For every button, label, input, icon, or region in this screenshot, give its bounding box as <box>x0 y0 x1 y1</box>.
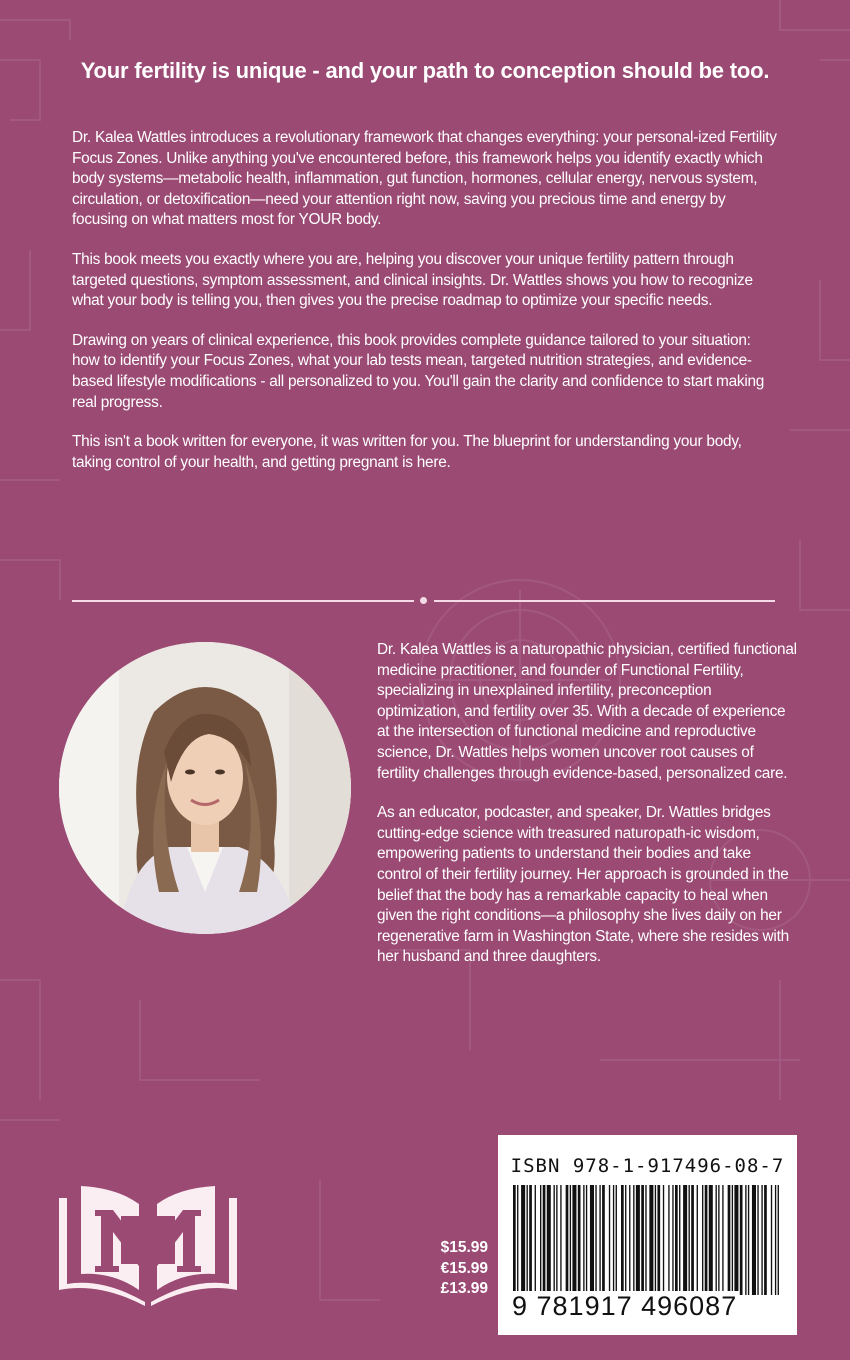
barcode-bar <box>748 1185 749 1295</box>
barcode-bar <box>716 1185 717 1295</box>
barcode-bar <box>629 1185 630 1295</box>
barcode-bar <box>672 1185 673 1295</box>
description-paragraph: Drawing on years of clinical experience, this book provides complete guidance tailored to your situation: how to identify your Focus Zones, what your lab tests mean, targeted nutrition strategies, and evidence-based lifestyle modifications - all personalized to you. You'll gain the clarity and confidence to start making real progress. <box>72 331 765 411</box>
barcode-bar <box>527 1185 528 1295</box>
bio-paragraph: As an educator, podcaster, and speaker, Dr. Wattles bridges cutting-edge science with treasured naturopath-ic wisdom, empowering patients to understand their bodies and take control of their fertility journey. Her approach is grounded in the belief that the body has a remarkable capacity to heal when given the right conditions—a philosophy she lives daily on her regenerative farm in Washington State, where she resides with her husband and three daughters. <box>377 804 789 966</box>
barcode-bar <box>554 1185 555 1295</box>
divider-dot <box>420 597 427 604</box>
barcode-bar <box>543 1185 546 1295</box>
headline: Your fertility is unique - and your path to conception should be too. <box>80 58 770 83</box>
barcode-bar <box>636 1185 640 1295</box>
barcode-bar <box>556 1185 557 1295</box>
barcode-bar <box>613 1185 614 1295</box>
barcode-bar <box>616 1185 617 1295</box>
barcode-bar <box>745 1185 746 1295</box>
barcode-bar <box>566 1185 569 1295</box>
barcode-bar <box>775 1185 776 1295</box>
barcode-bar <box>691 1185 694 1295</box>
barcode-bar <box>621 1185 624 1295</box>
barcode-bar <box>683 1185 687 1295</box>
barcode-digits <box>510 1291 790 1322</box>
barcode-bar <box>734 1185 738 1295</box>
barcode-bar <box>609 1185 610 1295</box>
barcode-bar <box>697 1185 698 1295</box>
barcode-bar <box>679 1185 680 1295</box>
barcode-bar <box>625 1185 626 1295</box>
book-description <box>72 128 778 492</box>
barcode-bar <box>547 1185 551 1295</box>
section-divider <box>72 597 775 605</box>
price-list <box>418 1238 488 1300</box>
barcode-bar <box>633 1185 634 1295</box>
barcode-bar <box>732 1185 733 1295</box>
barcode-bar <box>718 1185 719 1295</box>
barcode-bar <box>586 1185 587 1295</box>
divider-line-right <box>434 600 775 602</box>
author-photo <box>59 642 351 934</box>
barcode-bar <box>560 1185 561 1295</box>
barcode-bar <box>595 1185 596 1295</box>
barcode-bar <box>513 1185 516 1295</box>
price-gbp: £13.99 <box>440 1280 488 1297</box>
barcode-bar <box>535 1185 536 1295</box>
barcode-bar <box>599 1185 600 1295</box>
barcode-bars <box>513 1185 783 1295</box>
description-paragraph: Dr. Kalea Wattles introduces a revolutionary framework that changes everything: your personal-ized Fertility Focus Zones. Unlike anything you've encountered before, this framework helps you identify exactly which body systems—metabolic health, inflammation, gut function, hormones, cellular energy, nervous system, circulation, or detoxification—need your attention right now, saving you precious time and energy by focusing on what matters most for YOUR body. <box>72 129 777 229</box>
divider-line-left <box>72 600 414 602</box>
barcode-bar <box>757 1185 758 1295</box>
barcode-bar <box>728 1185 731 1295</box>
barcode-bar <box>752 1185 756 1295</box>
isbn-text: ISBN 978-1-917496-08-7 <box>510 1155 785 1177</box>
barcode-bar <box>771 1185 772 1295</box>
barcode-bar <box>740 1185 743 1295</box>
barcode-bar <box>709 1185 713 1295</box>
barcode-bar <box>641 1185 644 1295</box>
barcode-bar <box>663 1185 664 1295</box>
barcode-bar <box>778 1185 779 1295</box>
barcode-box <box>498 1135 797 1335</box>
barcode-bar <box>675 1185 678 1295</box>
barcode-bar <box>702 1185 703 1295</box>
price-eur: €15.99 <box>440 1259 488 1277</box>
price-usd: $15.99 <box>440 1239 488 1256</box>
barcode-bar <box>655 1185 656 1295</box>
barcode-bar <box>645 1185 646 1295</box>
barcode-digits-text: 9 781917 496087 <box>512 1291 738 1321</box>
description-paragraph: This isn't a book written for everyone, it was written for you. The blueprint for understanding your body, taking control of your health, and getting pregnant is here. <box>72 433 742 471</box>
bio-paragraph: Dr. Kalea Wattles is a naturopathic physician, certified functional medicine practitioner, and founder of Functional Fertility, specializing in unexplained infertility, preconception optimization, and fertility over 35. With a decade of experience at the intersection of functional medicine and reproductive science, Dr. Wattles helps women uncover root causes of fertility challenges through evidence-based, personalized care. <box>377 641 797 782</box>
barcode-bar <box>521 1185 525 1295</box>
barcode-bar <box>572 1185 576 1295</box>
barcode-bar <box>570 1185 571 1295</box>
barcode-bar <box>764 1185 767 1295</box>
barcode-bar <box>517 1185 518 1295</box>
barcode-bar <box>602 1185 605 1295</box>
barcode-bar <box>657 1185 660 1295</box>
barcode-bar <box>668 1185 669 1295</box>
barcode-bar <box>540 1185 541 1295</box>
barcode-bar <box>722 1185 723 1295</box>
description-paragraph: This book meets you exactly where you are, helping you discover your unique fertility pattern through targeted questions, symptom assessment, and clinical insights. Dr. Wattles shows you how to recognize what your body is telling you, then gives you the precise roadmap to optimize your specific needs. <box>72 250 753 310</box>
author-photo-illustration <box>59 642 351 934</box>
barcode-bar <box>649 1185 653 1295</box>
barcode-bar <box>705 1185 708 1295</box>
author-bio <box>377 640 797 987</box>
barcode-bar <box>761 1185 762 1295</box>
barcode-bar <box>583 1185 584 1295</box>
open-book-m-logo <box>59 1186 237 1314</box>
barcode-bar <box>578 1185 581 1295</box>
barcode-bar <box>529 1185 532 1295</box>
barcode-bar <box>590 1185 594 1295</box>
barcode-bar <box>689 1185 690 1295</box>
